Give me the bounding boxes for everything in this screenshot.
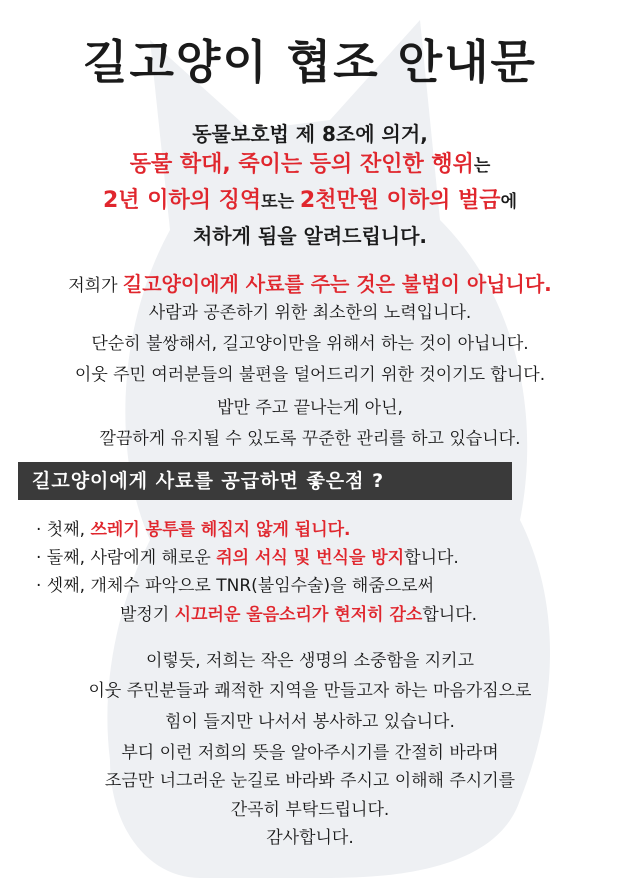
law-line-2-tail: 는 <box>473 156 491 176</box>
benefit-3-tail: 합니다. <box>422 605 478 625</box>
law-line-2-highlight: 동물 학대, 죽이는 등의 잔인한 행위 <box>129 152 474 177</box>
benefit-3-cont-prefix: 발정기 <box>120 605 175 625</box>
intro-line: 밥만 주고 끝나는게 아닌, <box>217 398 403 418</box>
closing-line: 부디 이런 저희의 뜻을 알아주시기를 간절히 바라며 <box>121 743 499 763</box>
intro-lead <box>0 268 620 297</box>
law-line-3 <box>0 183 620 214</box>
benefit-2-highlight: 쥐의 서식 및 번식을 방지 <box>216 548 405 568</box>
benefit-item-1 <box>36 515 351 540</box>
law-line-3-highlight-fine: 2천만원 이하의 벌금 <box>299 188 501 213</box>
benefit-2-tail: 합니다. <box>404 548 459 568</box>
law-line-4: 처하게 됨을 알려드립니다. <box>192 224 428 248</box>
intro-line: 사람과 공존하기 위한 최소한의 노력입니다. <box>148 303 472 323</box>
benefit-item-3: · 셋째, 개체수 파악으로 TNR(불임수술)을 해줌으로써 <box>36 576 435 596</box>
closing-line: 이웃 주민분들과 쾌적한 지역을 만들고자 하는 마음가짐으로 <box>88 681 532 701</box>
intro-lead-highlight: 길고양이에게 사료를 주는 것은 불법이 아닙니다. <box>122 272 552 296</box>
benefit-item-3-continued <box>120 600 477 625</box>
benefit-1-prefix: · 첫째, <box>36 520 91 540</box>
intro-line: 깔끔하게 유지될 수 있도록 꾸준한 관리를 하고 있습니다. <box>99 429 521 449</box>
benefit-1-highlight: 쓰레기 봉투를 헤집지 않게 됩니다. <box>90 520 351 540</box>
benefits-banner: 길고양이에게 사료를 공급하면 좋은점 ? <box>18 462 512 500</box>
law-line-3-tail: 에 <box>500 192 517 212</box>
closing-line: 조금만 너그러운 눈길로 바라봐 주시고 이해해 주시기를 <box>104 771 516 791</box>
law-line-2 <box>0 147 620 178</box>
law-line-3-highlight-prison: 2년 이하의 징역 <box>103 188 262 213</box>
closing-line: 간곡히 부탁드립니다. <box>230 800 390 820</box>
closing-line: 힘이 들지만 나서서 봉사하고 있습니다. <box>165 712 455 732</box>
intro-line: 단순히 불쌍해서, 길고양이만을 위해서 하는 것이 아닙니다. <box>91 334 529 354</box>
benefit-2-prefix: · 둘째, 사람에게 해로운 <box>36 548 217 568</box>
page-title: 길고양이 협조 안내문 <box>83 35 537 89</box>
intro-line: 이웃 주민 여러분들의 불편을 덜어드리기 위한 것이기도 합니다. <box>74 365 546 385</box>
closing-thanks: 감사합니다. <box>266 828 354 848</box>
benefit-item-2 <box>36 543 459 568</box>
intro-lead-prefix: 저희가 <box>68 276 123 296</box>
closing-line: 이렇듯, 저희는 작은 생명의 소중함을 지키고 <box>145 651 475 671</box>
benefit-3-highlight: 시끄러운 울음소리가 현저히 감소 <box>174 605 423 625</box>
law-line-3-mid: 또는 <box>261 192 300 212</box>
law-line-1: 동물보호법 제 8조에 의거, <box>192 122 428 146</box>
